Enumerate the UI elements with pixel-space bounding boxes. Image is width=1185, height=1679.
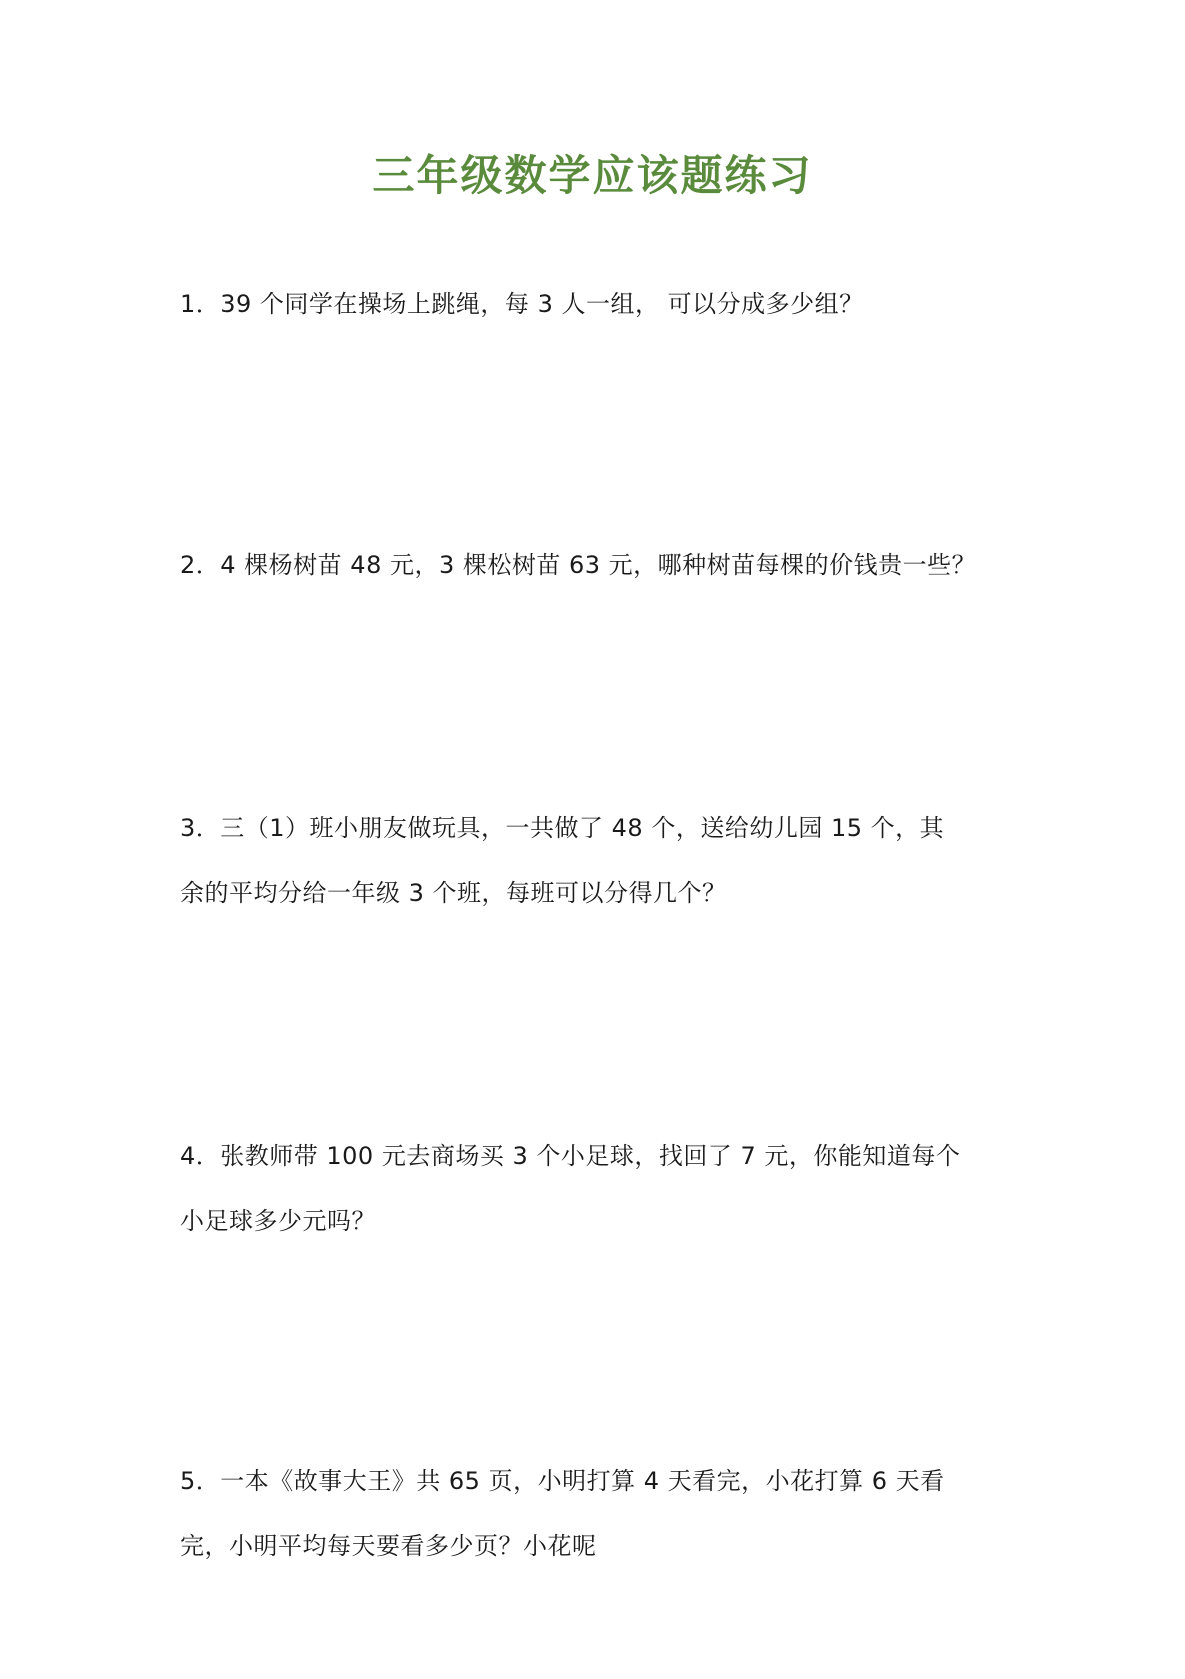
question-2-line-1: 2．4 棵杨树苗 48 元，3 棵松树苗 63 元，哪种树苗每棵的价钱贵一些？	[180, 551, 977, 579]
question-3-line-1: 3．三（1）班小朋友做玩具，一共做了 48 个，送给幼儿园 15 个，其	[180, 814, 945, 842]
question-2	[180, 533, 1020, 598]
question-1-line-1: 1．39 个同学在操场上跳绳，每 3 人一组， 可以分成多少组？	[180, 290, 864, 318]
page-title: 三年级数学应该题练习	[372, 151, 813, 200]
question-4	[180, 1124, 1020, 1254]
question-4-line-1: 4．张教师带 100 元去商场买 3 个小足球，找回了 7 元，你能知道每个	[180, 1142, 961, 1170]
question-5	[180, 1449, 1020, 1579]
question-1	[180, 272, 1020, 337]
question-3-line-2: 余的平均分给一年级 3 个班，每班可以分得几个？	[180, 879, 727, 907]
question-3	[180, 796, 1020, 926]
question-4-line-2: 小足球多少元吗？	[180, 1207, 376, 1235]
question-5-line-2: 完，小明平均每天要看多少页？小花呢	[180, 1532, 597, 1560]
question-5-line-1: 5．一本《故事大王》共 65 页，小明打算 4 天看完，小花打算 6 天看	[180, 1467, 945, 1495]
